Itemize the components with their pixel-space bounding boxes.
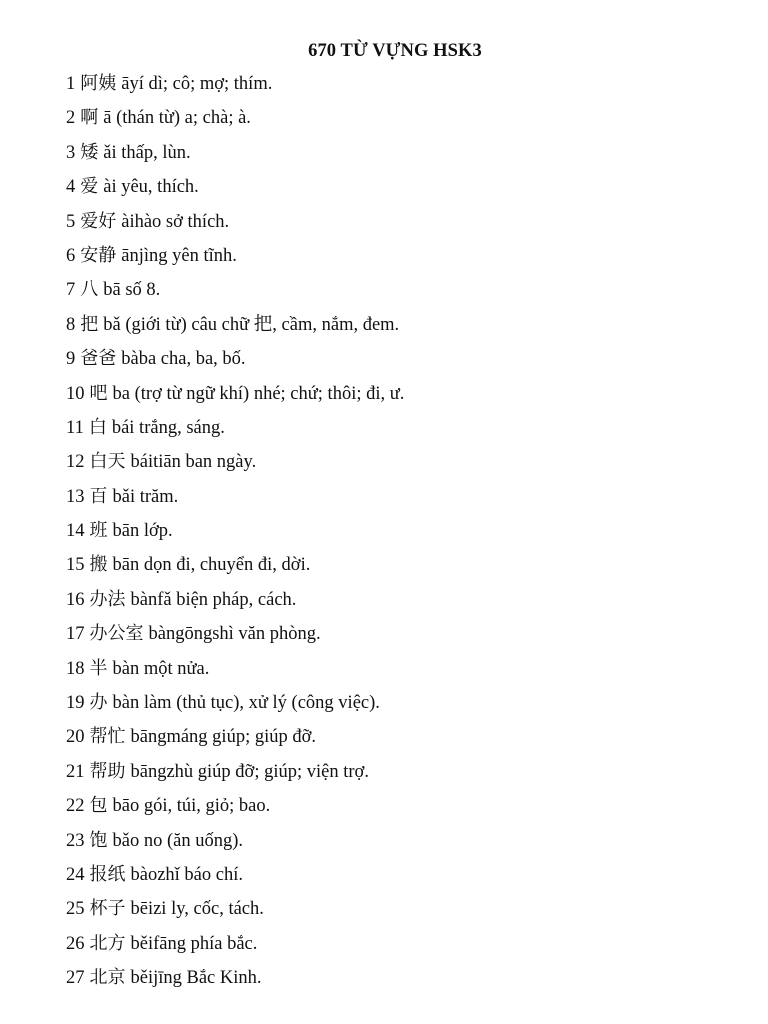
vocab-entry bbox=[66, 311, 404, 345]
entry-number: 24 bbox=[66, 864, 85, 885]
entry-number: 16 bbox=[66, 589, 85, 610]
vocab-entry bbox=[66, 792, 404, 826]
entry-text: bái trắng, sáng. bbox=[111, 417, 225, 438]
vocab-entry bbox=[66, 208, 404, 242]
vocab-entry bbox=[66, 551, 404, 585]
entry-text: bànfǎ biện pháp, cách. bbox=[130, 589, 297, 610]
entry-number: 22 bbox=[66, 796, 85, 817]
entry-text: àihào sở thích. bbox=[121, 211, 230, 232]
entry-text: bāo gói, túi, giỏ; bao. bbox=[112, 796, 271, 817]
entry-number: 13 bbox=[66, 486, 85, 507]
vocab-entry bbox=[66, 139, 404, 173]
entry-text: bǎo no (ăn uống). bbox=[112, 830, 243, 851]
entry-hanzi: 吧 bbox=[89, 382, 108, 404]
document-title: 670 TỪ VỰNG HSK3 bbox=[308, 41, 482, 61]
vocab-entry bbox=[66, 689, 404, 723]
vocab-entry bbox=[66, 242, 404, 276]
entry-number: 12 bbox=[66, 452, 85, 473]
vocab-entry bbox=[66, 620, 404, 654]
entry-number: 27 bbox=[66, 968, 85, 989]
vocab-entry bbox=[66, 964, 404, 998]
vocab-entry bbox=[66, 861, 404, 895]
entry-number: 6 bbox=[66, 245, 76, 266]
entry-hanzi: 白 bbox=[88, 416, 107, 438]
entry-hanzi: 班 bbox=[89, 520, 108, 542]
entry-hanzi: 矮 bbox=[80, 141, 99, 163]
vocab-entry bbox=[66, 70, 404, 104]
entry-hanzi: 搬 bbox=[89, 554, 108, 576]
entry-text: bàozhǐ báo chí. bbox=[130, 864, 243, 885]
vocab-entry bbox=[66, 758, 404, 792]
entry-hanzi: 八 bbox=[80, 279, 99, 301]
entry-number: 8 bbox=[66, 314, 76, 335]
entry-number: 23 bbox=[66, 830, 85, 851]
entry-number: 3 bbox=[66, 142, 76, 163]
entry-number: 21 bbox=[66, 761, 85, 782]
vocab-entry bbox=[66, 517, 404, 551]
entry-number: 10 bbox=[66, 383, 85, 404]
entry-text: běijīng Bắc Kinh. bbox=[130, 968, 262, 989]
vocab-entry bbox=[66, 827, 404, 861]
vocab-entry bbox=[66, 895, 404, 929]
entry-text: ba (trợ từ ngữ khí) nhé; chứ; thôi; đi, ư. bbox=[112, 383, 405, 404]
vocab-entry bbox=[66, 483, 404, 517]
entry-number: 26 bbox=[66, 933, 85, 954]
entry-number: 20 bbox=[66, 727, 85, 748]
entry-number: 18 bbox=[66, 658, 85, 679]
entry-number: 15 bbox=[66, 555, 85, 576]
entry-text: bàn làm (thủ tục), xử lý (công việc). bbox=[112, 693, 380, 714]
entry-text: āyí dì; cô; mợ; thím. bbox=[121, 74, 273, 94]
vocab-entry bbox=[66, 448, 404, 482]
entry-text: bǎ (giới từ) câu chữ 把, cầm, nắm, đem. bbox=[103, 314, 400, 335]
entry-hanzi: 杯子 bbox=[89, 898, 126, 920]
entry-text: bān dọn đi, chuyển đi, dời. bbox=[112, 555, 311, 576]
entry-number: 7 bbox=[66, 280, 76, 301]
entry-text: bǎi trăm. bbox=[112, 486, 179, 507]
entry-hanzi: 帮助 bbox=[89, 760, 126, 782]
entry-hanzi: 办法 bbox=[89, 588, 126, 610]
vocab-entry bbox=[66, 173, 404, 207]
entry-number: 9 bbox=[66, 349, 76, 370]
entry-hanzi: 爸爸 bbox=[80, 348, 117, 370]
vocab-entry bbox=[66, 380, 404, 414]
entry-hanzi: 百 bbox=[89, 485, 108, 507]
entry-hanzi: 饱 bbox=[89, 829, 108, 851]
entry-hanzi: 帮忙 bbox=[89, 726, 126, 748]
entry-text: bā số 8. bbox=[103, 280, 161, 301]
entry-text: bāngzhù giúp đỡ; giúp; viện trợ. bbox=[130, 761, 369, 782]
entry-text: bēizi ly, cốc, tách. bbox=[130, 899, 264, 920]
vocab-entry bbox=[66, 104, 404, 138]
entry-hanzi: 阿姨 bbox=[80, 73, 117, 94]
vocab-entry bbox=[66, 655, 404, 689]
entry-text: ǎi thấp, lùn. bbox=[103, 142, 191, 163]
entry-text: ā (thán từ) a; chà; à. bbox=[103, 108, 251, 129]
vocab-entry bbox=[66, 276, 404, 310]
entry-text: bàba cha, ba, bố. bbox=[121, 349, 246, 370]
entry-text: bàn một nửa. bbox=[112, 658, 210, 679]
entry-hanzi: 白天 bbox=[89, 451, 126, 473]
entry-number: 17 bbox=[66, 624, 85, 645]
entry-text: ānjìng yên tĩnh. bbox=[121, 245, 237, 266]
vocabulary-list bbox=[66, 70, 404, 999]
entry-text: běifāng phía bắc. bbox=[130, 933, 258, 954]
entry-hanzi: 啊 bbox=[80, 107, 99, 129]
entry-hanzi: 把 bbox=[80, 313, 99, 335]
vocab-entry bbox=[66, 930, 404, 964]
entry-text: bān lớp. bbox=[112, 521, 173, 542]
entry-hanzi: 安静 bbox=[80, 244, 117, 266]
entry-hanzi: 北方 bbox=[89, 932, 126, 954]
entry-hanzi: 半 bbox=[89, 657, 108, 679]
entry-text: bāngmáng giúp; giúp đỡ. bbox=[130, 727, 317, 748]
vocab-entry bbox=[66, 586, 404, 620]
entry-text: bàngōngshì văn phòng. bbox=[148, 624, 321, 645]
vocab-entry bbox=[66, 345, 404, 379]
entry-hanzi: 包 bbox=[89, 795, 108, 817]
entry-hanzi: 北京 bbox=[89, 967, 126, 989]
entry-number: 19 bbox=[66, 693, 85, 714]
entry-number: 1 bbox=[66, 74, 76, 94]
entry-number: 25 bbox=[66, 899, 85, 920]
entry-hanzi: 办公室 bbox=[89, 623, 144, 645]
entry-number: 4 bbox=[66, 177, 76, 198]
entry-hanzi: 爱 bbox=[80, 176, 99, 198]
vocab-entry bbox=[66, 414, 404, 448]
entry-number: 2 bbox=[66, 108, 76, 129]
entry-hanzi: 爱好 bbox=[80, 210, 117, 232]
entry-hanzi: 报纸 bbox=[89, 863, 126, 885]
entry-text: báitiān ban ngày. bbox=[130, 452, 257, 473]
entry-number: 14 bbox=[66, 521, 85, 542]
entry-text: ài yêu, thích. bbox=[103, 177, 199, 198]
vocab-entry bbox=[66, 723, 404, 757]
entry-number: 11 bbox=[66, 417, 84, 438]
entry-number: 5 bbox=[66, 211, 76, 232]
entry-hanzi: 办 bbox=[89, 692, 108, 714]
